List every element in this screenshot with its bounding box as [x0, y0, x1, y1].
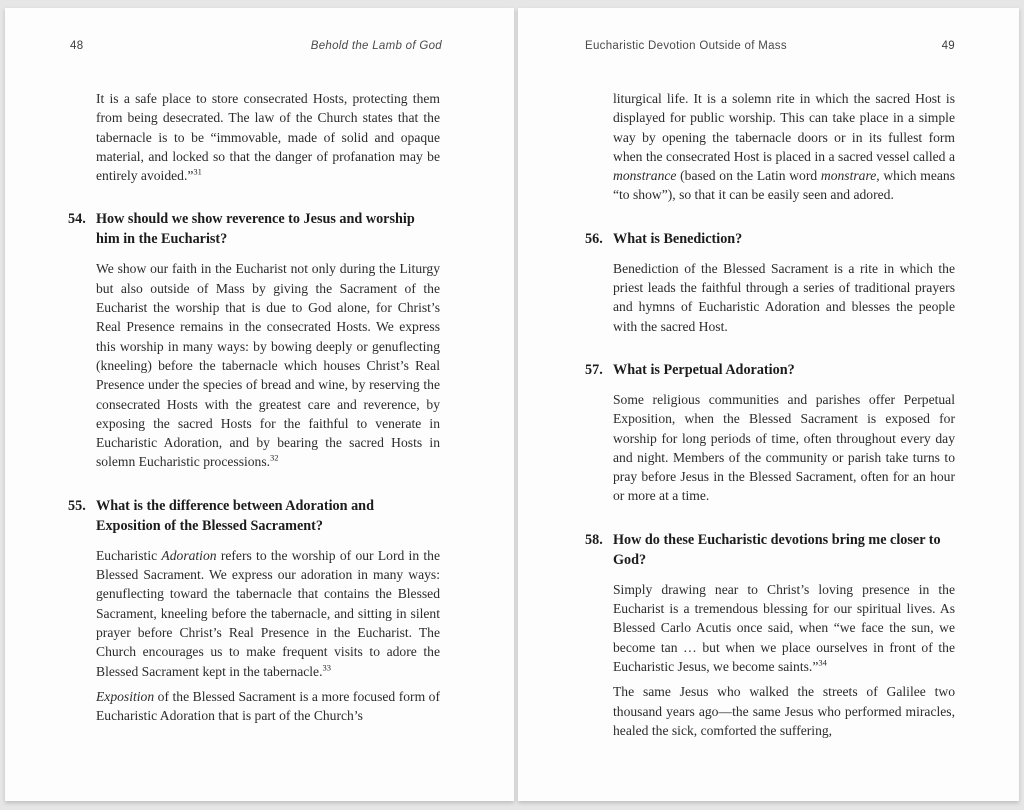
question-text: What is the difference between Adoration and Exposition of the Blessed Sacrament? [96, 497, 374, 534]
question-text: What is Perpetual Adoration? [613, 361, 795, 378]
body-paragraph: Some religious communities and parishes offer Perpetual Exposition, when the Blessed Sacrament is exposed for worship for long periods of time, often throughout every day and night. Members of the community or parish take turns to pray before Jesus in the Blessed Sacrament, often for an hour or more at a time. [613, 391, 955, 504]
question-number: 58. [585, 531, 603, 548]
body-paragraph: Exposition of the Blessed Sacrament is a more focused form of Eucharistic Adoration that is part of the Church’s [96, 688, 440, 724]
question-heading [585, 530, 955, 570]
page-number-left: 48 [70, 40, 84, 52]
page-body-left [5, 89, 514, 725]
body-paragraph: The same Jesus who walked the streets of Galilee two thousand years ago—the same Jesus who performed miracles, healed the sick, comforted the suffering, [613, 684, 955, 738]
page-header-left [5, 8, 514, 52]
body-paragraph: Benediction of the Blessed Sacrament is a rite in which the priest leads the faithful through a series of traditional prayers and hymns of Eucharistic Adoration and blesses the people with the sacred Host. [613, 260, 955, 334]
page-body-right [518, 89, 1019, 740]
running-head-right: Eucharistic Devotion Outside of Mass [585, 40, 787, 52]
question-number: 54. [68, 211, 86, 228]
question-text: How should we show reverence to Jesus and worship him in the Eucharist? [96, 211, 415, 248]
question-text: How do these Eucharistic devotions bring me closer to God? [613, 531, 941, 568]
page-header-right [518, 8, 1019, 52]
page-left [5, 8, 514, 801]
body-paragraph: Simply drawing near to Christ’s loving presence in the Eucharist is a tremendous blessing for our spiritual lives. As Blessed Carlo Acutis once said, when “we face the sun, we become tan … but when we place ourselves in front of the Eucharistic Jesus, we become saints.”$^{34}$ [613, 581, 955, 674]
question-heading [68, 209, 440, 249]
question-heading [585, 229, 955, 249]
question-heading [68, 496, 440, 536]
body-paragraph: We show our faith in the Eucharist not only during the Liturgy but also outside of Mass by giving the Sacrament of the Eucharist the worship that is due to God alone, for Christ’s Real Presence remains in the consecrated Hosts. We express this worship in many ways: by bowing deeply or genuflecting (kneeling) before the tabernacle which houses Christ’s Real Presence under the species of bread and wine, by reserving the consecrated Hosts with the greatest care and reverence, by exposing the sacred Hosts for the faithful to venerate in Eucharistic Adoration, and by bearing the sacred Hosts in solemn Eucharistic processions.$^{32}$ [96, 261, 440, 470]
question-text: What is Benediction? [613, 230, 743, 247]
body-paragraph: It is a safe place to store consecrated Hosts, protecting them from being desecrated. The law of the Church states that the tabernacle is to be “immovable, made of solid and opaque material, and locked so that the danger of profanation may be entirely avoided.”$^{31}$ [96, 91, 440, 184]
question-number: 57. [585, 361, 603, 378]
body-paragraph: liturgical life. It is a solemn rite in which the sacred Host is displayed for public worship. This can take place in a simple way by opening the tabernacle doors or in its fullest form when the consecrated Host is placed in a sacred vessel called a monstrance (based on the Latin word monstrare, which means “to show”), so that it can be easily seen and adored. [613, 91, 955, 203]
page-number-right: 49 [941, 40, 955, 52]
page-right [518, 8, 1019, 801]
body-paragraph: Eucharistic Adoration refers to the worship of our Lord in the Blessed Sacrament. We express our adoration in many ways: genuflecting toward the tabernacle that contains the Blessed Sacrament, kneeling before the tabernacle, and sitting in silent prayer before Christ’s Real Presence in the Eucharist. The Church encourages us to make frequent visits to adore the Blessed Sacrament kept in the tabernacle.$^{33}$ [96, 547, 440, 679]
running-head-left: Behold the Lamb of God [310, 40, 442, 52]
question-heading [585, 360, 955, 380]
question-number: 55. [68, 497, 86, 514]
question-number: 56. [585, 230, 603, 247]
